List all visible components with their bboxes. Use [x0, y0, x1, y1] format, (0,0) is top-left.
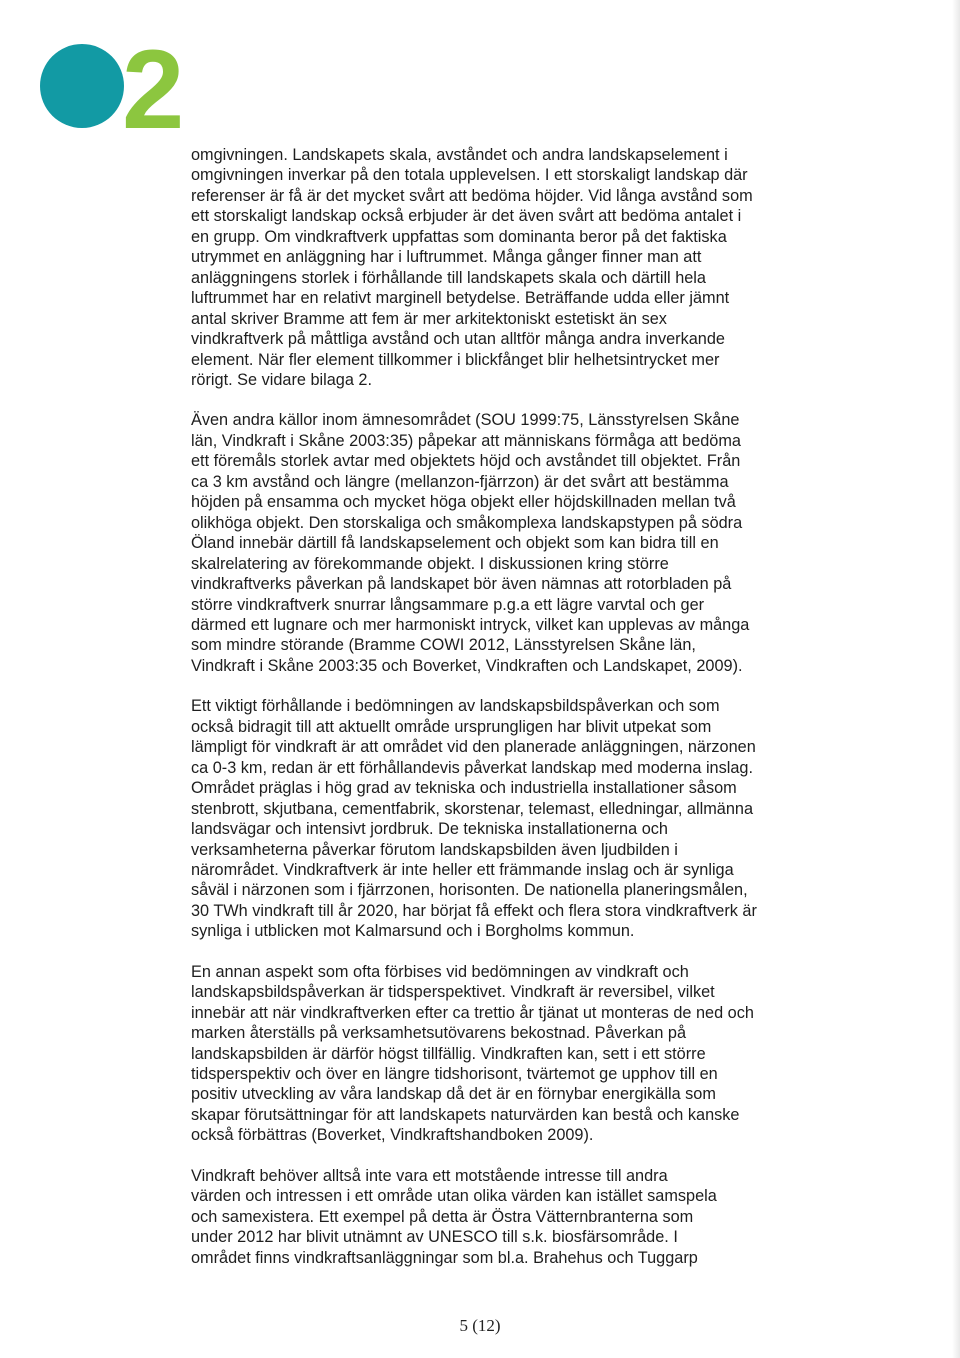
logo-circle: [40, 44, 124, 128]
text-line: därmed ett lugnare och mer harmoniskt intryck, vilket kan upplevas av många: [191, 615, 750, 634]
text-line: som mindre störande (Bramme COWI 2012, Länsstyrelsen Skåne län,: [191, 636, 696, 655]
text-line: element. När fler element tillkommer i blickfånget blir helhetsintrycket mer: [191, 350, 720, 369]
text-line: höjden på ensamma och mycket höga objekt eller höjdskillnaden mellan två: [191, 493, 736, 512]
text-line: ett storskaligt landskap också erbjuder är det även svårt att bedöma antalet i: [191, 207, 742, 226]
text-line: utrymmet en anläggning har i luftrummet. Många gånger finner man att: [191, 248, 702, 267]
text-line: såväl i närzonen som i fjärrzonen, horisonten. De nationella planeringsmålen,: [191, 881, 748, 900]
text-line: marken återställs på verksamhetsutövarens bekostnad. Påverkan på: [191, 1024, 687, 1043]
text-line: tidsperspektiv och över en längre tidshorisont, tvärtemot ge upphov till en: [191, 1065, 718, 1084]
paragraph-2: [191, 410, 816, 676]
text-line: lämpligt för vindkraft är att området vid den planerade anläggningen, närzonen: [191, 738, 756, 757]
paragraph-5: [191, 1166, 816, 1268]
text-line: området finns vindkraftsanläggningar som bl.a. Brahehus och Tuggarp: [191, 1248, 698, 1267]
text-line: Öland innebär därtill få landskapselement och objekt som kan bidra till en: [191, 534, 719, 553]
body-text: [191, 145, 816, 1288]
logo-digit: 2: [122, 40, 185, 132]
page-number: 5 (12): [459, 1316, 501, 1335]
text-line: Även andra källor inom ämnesområdet (SOU 1999:75, Länsstyrelsen Skåne: [191, 411, 740, 430]
text-line: ca 3 km avstånd och längre (mellanzon-fjärrzon) är det svårt att bestämma: [191, 472, 729, 491]
text-line: vindkraftverks påverkan på landskapet bör även nämnas att rotorbladen på: [191, 575, 732, 594]
text-line: skapar förutsättningar för att landskapets naturvärden kan bestå och kanske: [191, 1105, 740, 1124]
text-line: synliga i utblicken mot Kalmarsund och i Borgholms kommun.: [191, 922, 635, 941]
text-line: ca 0-3 km, redan är ett förhållandevis påverkat landskap med moderna inslag.: [191, 758, 754, 777]
text-line: Området präglas i hög grad av tekniska och industriella installationer såsom: [191, 779, 737, 798]
text-line: Vindkraft i Skåne 2003:35 och Boverket, Vindkraften och Landskapet, 2009).: [191, 656, 743, 675]
text-line: landskapsbilden är därför högst tillfällig. Vindkraften kan, sett i ett större: [191, 1044, 706, 1063]
text-line: olikhöga objekt. Den storskaliga och småkomplexa landskapstypen på södra: [191, 513, 743, 532]
paragraph-3: [191, 696, 816, 941]
text-line: rörigt. Se vidare bilaga 2.: [191, 370, 373, 389]
text-line: län, Vindkraft i Skåne 2003:35) påpekar att människans förmåga att bedöma: [191, 431, 741, 450]
text-line: ett föremåls storlek avtar med objektets höjd och avståndet till objektet. Från: [191, 452, 741, 471]
text-line: positiv utveckling av våra landskap då det är en förnybar energikälla som: [191, 1085, 716, 1104]
text-line: vindkraftverk på måttliga avstånd och utan alltför många andra inverkande: [191, 330, 725, 349]
text-line: landsvägar och intensivt jordbruk. De tekniska installationerna och: [191, 820, 668, 839]
text-line: luftrummet har en relativt marginell betydelse. Beträffande udda eller jämnt: [191, 289, 730, 308]
text-line: under 2012 har blivit utnämnt av UNESCO till s.k. biosfärsområde. I: [191, 1228, 678, 1247]
text-line: skalrelatering av förekommande objekt. I diskussionen kring större: [191, 554, 669, 573]
text-line: 30 TWh vindkraft till år 2020, har börjat få effekt och flera stora vindkraftverk är: [191, 901, 757, 920]
text-line: stenbrott, skjutbana, cementfabrik, skorstenar, telemast, elledningar, allmänna: [191, 799, 754, 818]
page-edge-shadow: [952, 0, 960, 1358]
text-line: En annan aspekt som ofta förbises vid bedömningen av vindkraft och: [191, 962, 689, 981]
text-line: en grupp. Om vindkraftverk uppfattas som dominanta beror på det faktiska: [191, 227, 727, 246]
text-line: större vindkraftverk snurrar långsammare p.g.a ett lägre varvtal och ger: [191, 595, 705, 614]
text-line: anläggningens storlek i förhållande till landskapets skala och därtill hela: [191, 268, 706, 287]
text-line: innebär att när vindkraftverken efter ca trettio år tjänat ut monteras de ned och: [191, 1003, 754, 1022]
paragraph-1: [191, 145, 816, 390]
text-line: värden och intressen i ett område utan olika värden kan istället samspela: [191, 1187, 717, 1206]
text-line: omgivningen inverkar på den totala upplevelsen. I ett storskaligt landskap där: [191, 166, 748, 185]
text-line: också bidragit till att aktuellt område ursprungligen har blivit utpekat som: [191, 717, 712, 736]
text-line: omgivningen. Landskapets skala, avståndet och andra landskapselement i: [191, 146, 728, 164]
text-line: närområdet. Vindkraftverk är inte heller ett främmande inslag och är synliga: [191, 860, 734, 879]
text-line: referenser är få är det mycket svårt att bedöma höjder. Vid långa avstånd som: [191, 186, 753, 205]
text-line: också förbättras (Boverket, Vindkraftshandboken 2009).: [191, 1126, 594, 1145]
text-line: Vindkraft behöver alltså inte vara ett motstående intresse till andra: [191, 1166, 668, 1185]
text-line: och samexistera. Ett exempel på detta är Östra Vätternbranterna som: [191, 1207, 694, 1226]
text-line: verksamheterna påverkar förutom landskapsbilden även ljudbilden i: [191, 840, 678, 859]
text-line: antal skriver Bramme att fem är mer arkitektoniskt estetiskt än sex: [191, 309, 667, 328]
o2-logo: [40, 40, 192, 132]
text-line: landskapsbildspåverkan är tidsperspektivet. Vindkraft är reversibel, vilket: [191, 983, 715, 1002]
text-line: Ett viktigt förhållande i bedömningen av landskapsbildspåverkan och som: [191, 697, 720, 716]
paragraph-4: [191, 962, 816, 1146]
